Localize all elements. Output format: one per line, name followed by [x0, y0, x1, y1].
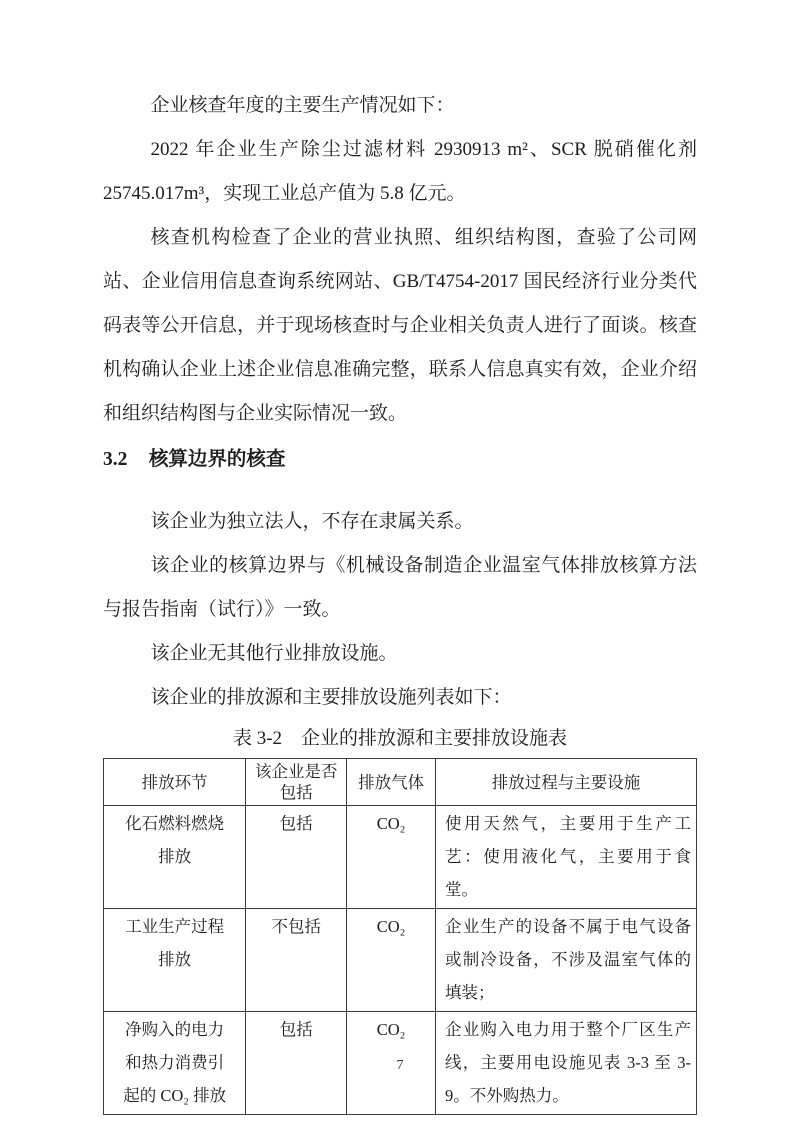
paragraph-production-intro: 企业核查年度的主要生产情况如下：	[150, 95, 455, 116]
cell-emission-stage: 净购入的电力和热力消费引起的 CO₂ 排放	[104, 1012, 246, 1115]
cell-process-facilities: 企业生产的设备不属于电气设备或制冷设备，不涉及温室气体的填装；	[436, 909, 697, 1012]
section-heading	[103, 446, 697, 474]
paragraph-verification-checks: 核查机构检查了企业的营业执照、组织结构图，查验了公司网站、企业信用信息查询系统网站、GB/T4754-2017 国民经济行业分类代码表等公开信息，并于现场核查时与企业相关负责人进行了面谈。核查机构确认企业上述企业信息准确完整，联系人信息真实有效，企业介绍和组织结构图与企业实际情况一致。	[103, 227, 697, 424]
cell-included: 不包括	[246, 909, 347, 1012]
cell-process-facilities: 使用天然气，主要用于生产工艺：使用液化气，主要用于食堂。	[436, 806, 697, 909]
column-header-emission-stage: 排放环节	[104, 759, 246, 806]
cell-included: 包括	[246, 1012, 347, 1115]
cell-gas: CO₂	[347, 806, 436, 909]
paragraph-table-intro: 该企业的排放源和主要排放设施列表如下：	[150, 687, 512, 708]
table-row	[104, 806, 697, 909]
column-header-process-facilities: 排放过程与主要设施	[436, 759, 697, 806]
section-title: 核算边界的核查	[148, 449, 286, 470]
cell-included: 包括	[246, 806, 347, 909]
column-header-included: 该企业是否包括	[246, 759, 347, 806]
column-header-gas: 排放气体	[347, 759, 436, 806]
cell-gas: CO₂	[347, 1012, 436, 1115]
cell-process-facilities: 企业购入电力用于整个厂区生产线，主要用电设施见表 3-3 至 3-9。不外购热力。	[436, 1012, 697, 1115]
page-number: 7	[396, 1058, 404, 1073]
paragraph-accounting-boundary: 该企业的核算边界与《机械设备制造企业温室气体排放核算方法与报告指南（试行）》一致。	[103, 555, 697, 620]
paragraph-production-figures: 2022 年企业生产除尘过滤材料 2930913 m²、SCR 脱硝催化剂 25745.017m³，实现工业总产值为 5.8 亿元。	[103, 139, 697, 204]
cell-emission-stage: 化石燃料燃烧排放	[104, 806, 246, 909]
table-header-row	[104, 759, 697, 806]
table-caption: 表 3-2 企业的排放源和主要排放设施表	[232, 728, 568, 749]
paragraph-legal-entity: 该企业为独立法人，不存在隶属关系。	[150, 511, 474, 532]
cell-emission-stage: 工业生产过程排放	[104, 909, 246, 1012]
cell-gas: CO₂	[347, 909, 436, 1012]
section-number: 3.2	[103, 449, 128, 470]
paragraph-no-other-facilities: 该企业无其他行业排放设施。	[150, 643, 398, 664]
table-row	[104, 909, 697, 1012]
